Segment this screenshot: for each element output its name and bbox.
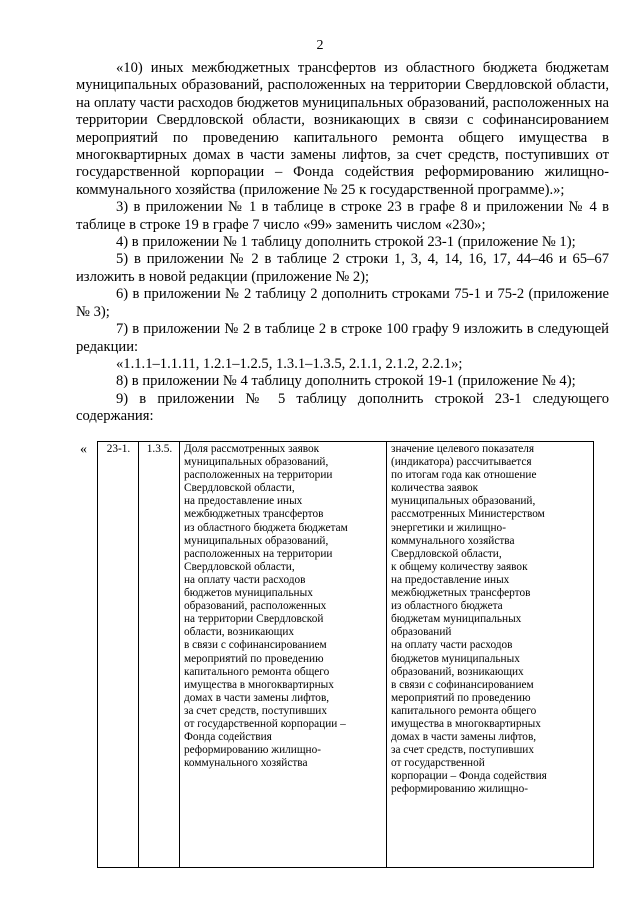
cell-text-line: образований: [391, 626, 452, 639]
cell-text-line: мероприятий по проведению: [184, 652, 324, 665]
cell-text-line: капитального ремонта общего: [391, 704, 537, 717]
cell-text-line: образований, возникающих: [391, 665, 524, 678]
cell-text-line: количества заявок: [391, 482, 479, 495]
cell-text-line: домах в части замены лифтов,: [184, 691, 330, 704]
cell-text-line: области, возникающих: [184, 626, 295, 639]
paragraph-item-7-value: «1.1.1–1.1.11, 1.2.1–1.2.5, 1.3.1–1.3.5, 2.1.1, 2.1.2, 2.2.1»;: [116, 355, 463, 372]
cell-text-line: на предоставление иных: [184, 495, 303, 508]
indicator-code-cell: 1.3.5.: [139, 442, 180, 868]
cell-text-line: в связи с софинансированием: [391, 678, 534, 691]
paragraph-item-8: 8) в приложении № 4 таблицу дополнить строкой 19-1 (приложение № 4);: [116, 373, 576, 390]
paragraph-item-7: 7) в приложении № 2 в таблице 2 в строке 100 графу 9 изложить в следующей редакции:: [76, 321, 609, 355]
cell-text-line: из областного бюджета бюджетам: [184, 521, 348, 534]
cell-text-line: на территории Свердловской: [184, 613, 324, 626]
appendix-table: [97, 441, 594, 868]
document-body: [76, 60, 609, 426]
cell-text-line: коммунального хозяйства: [391, 534, 515, 547]
cell-text-line: муниципальных образований,: [184, 456, 329, 469]
indicator-name-cell: [180, 442, 387, 868]
cell-text-line: корпорации – Фонда содействия: [391, 770, 547, 783]
row-number-cell: 23-1.: [98, 442, 139, 868]
cell-text-line: значение целевого показателя: [391, 443, 535, 455]
paragraph-item-5: 5) в приложении № 2 в таблице 2 строки 1, 3, 4, 14, 16, 17, 44–46 и 65–67 изложить в новой редакции (приложение № 2);: [76, 251, 609, 285]
cell-text-line: мероприятий по проведению: [391, 691, 531, 704]
cell-text-line: бюджетов муниципальных: [184, 587, 313, 600]
cell-text-line: Свердловской области,: [184, 560, 295, 573]
paragraph-item-9: 9) в приложении № 5 таблицу дополнить строкой 23-1 следующего содержания:: [76, 390, 609, 425]
cell-text-line: бюджетов муниципальных: [391, 652, 520, 665]
cell-text-line: межбюджетных трансфертов: [184, 508, 324, 521]
calculation-method-cell: [387, 442, 594, 868]
cell-text-line: Свердловской области,: [184, 482, 295, 495]
cell-text-line: на оплату части расходов: [184, 573, 306, 586]
cell-text-line: межбюджетных трансфертов: [391, 587, 531, 600]
cell-text-line: на оплату части расходов: [391, 639, 513, 652]
cell-text-line: рассмотренных Министерством: [391, 508, 545, 521]
cell-text-line: от государственной корпорации –: [184, 717, 346, 730]
cell-text-line: от государственной: [391, 757, 485, 770]
page-number: 2: [316, 38, 324, 53]
cell-text-line: к общему количеству заявок: [391, 560, 528, 573]
cell-text-line: реформированию жилищно-: [184, 744, 321, 757]
cell-text-line: за счет средств, поступивших: [391, 744, 534, 757]
paragraph-item-6: 6) в приложении № 2 таблицу 2 дополнить строками 75-1 и 75-2 (приложение № 3);: [76, 286, 609, 320]
cell-text-line: имущества в многоквартирных: [184, 678, 334, 691]
paragraph-item-3: 3) в приложении № 1 в таблице в строке 23 в графе 8 и приложении № 4 в таблице в строке 19 в графе 7 число «99» заменить числом «230»;: [76, 199, 609, 233]
cell-text-line: Фонда содействия: [184, 731, 272, 744]
cell-text-line: муниципальных образований,: [184, 534, 329, 547]
cell-text-line: капитального ремонта общего: [184, 665, 330, 678]
cell-text-line: по итогам года как отношение: [391, 469, 537, 482]
cell-text-line: реформированию жилищно-: [391, 783, 528, 796]
paragraph-item-4: 4) в приложении № 1 таблицу дополнить строкой 23-1 (приложение № 1);: [116, 234, 576, 251]
cell-text-line: из областного бюджета: [391, 600, 503, 613]
cell-text-line: имущества в многоквартирных: [391, 717, 541, 730]
cell-text-line: за счет средств, поступивших: [184, 704, 327, 717]
cell-text-line: (индикатора) рассчитывается: [391, 456, 532, 469]
cell-text-line: образований, расположенных: [184, 600, 327, 613]
cell-text-line: расположенных на территории: [184, 469, 333, 482]
table-row: [98, 442, 594, 868]
cell-text-line: на предоставление иных: [391, 573, 510, 586]
table-open-quote: «: [80, 442, 87, 457]
cell-text-line: муниципальных образований,: [391, 495, 536, 508]
cell-text-line: расположенных на территории: [184, 547, 333, 560]
cell-text-line: домах в части замены лифтов,: [391, 731, 537, 744]
cell-text-line: Свердловской области,: [391, 547, 502, 560]
cell-text-line: Доля рассмотренных заявок: [184, 443, 320, 455]
cell-text-line: бюджетам муниципальных: [391, 613, 522, 626]
cell-text-line: в связи с софинансированием: [184, 639, 327, 652]
cell-text-line: коммунального хозяйства: [184, 757, 308, 770]
paragraph-item-10-quote: «10) иных межбюджетных трансфертов из областного бюджета бюджетам муниципальных образований, расположенных на территории Свердловской области, на оплату части расходов бюджетов муниципальных образований, расположенных на территории Свердловской области, возникающих в связи с софинансированием мероприятий по проведению капитального ремонта общего имущества в многоквартирных домах в части замены лифтов, за счет средств, поступивших от государственной корпорации – Фонда содействия реформированию жилищно-коммунального хозяйства (приложение № 25 к государственной программе).»;: [76, 60, 609, 198]
cell-text-line: энергетики и жилищно-: [391, 521, 506, 534]
